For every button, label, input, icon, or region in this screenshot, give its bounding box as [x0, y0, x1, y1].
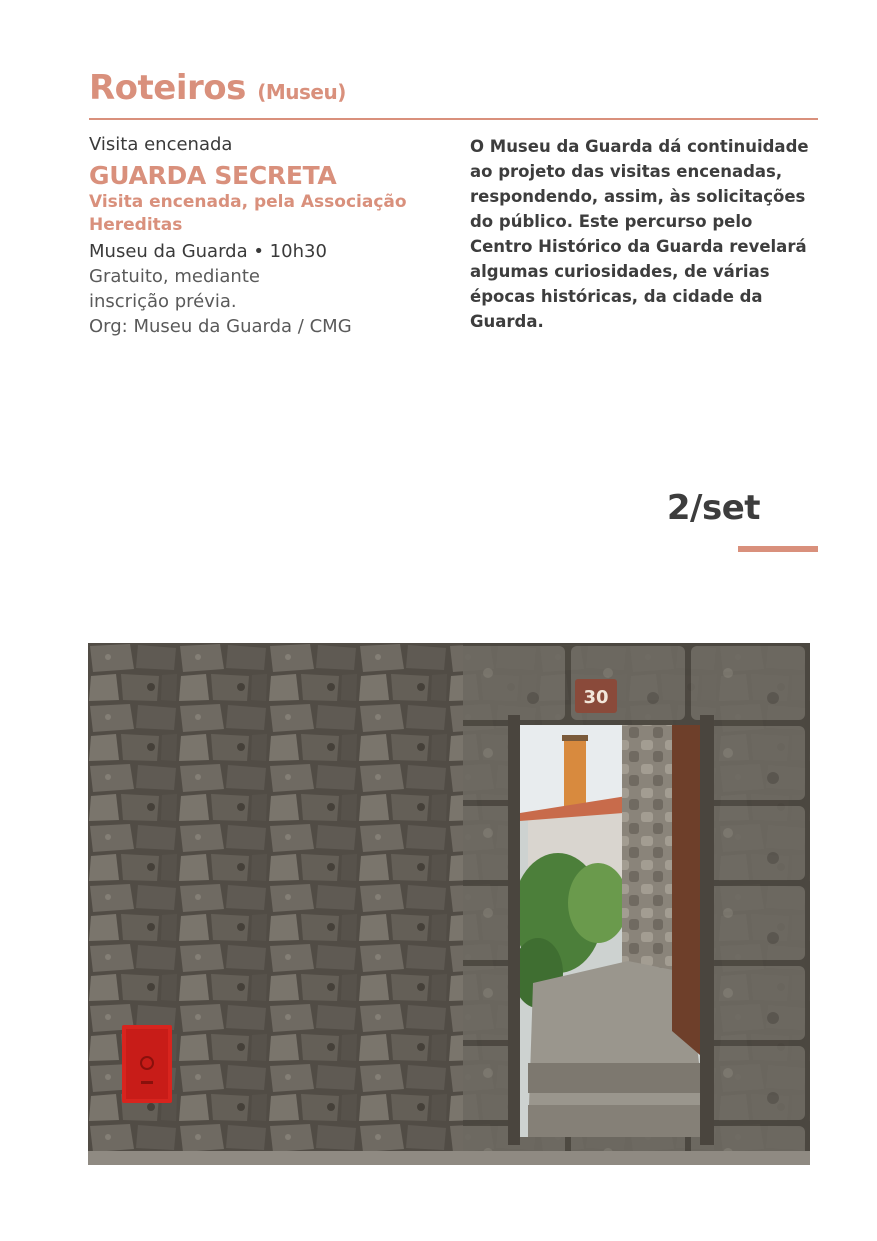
title-subtitle: (Museu)	[257, 80, 346, 104]
event-place-time: Museu da Guarda • 10h30	[89, 241, 327, 262]
door-number-plate: 30	[583, 687, 609, 708]
event-organizer: Org: Museu da Guarda / CMG	[89, 316, 352, 337]
event-name: GUARDA SECRETA	[89, 161, 337, 190]
event-price-note: inscrição prévia.	[89, 291, 237, 312]
title-main: Roteiros	[89, 68, 246, 108]
event-subtitle: Visita encenada, pela Associação Hereditas	[89, 192, 407, 235]
page-title	[89, 68, 346, 112]
photo-stone-doorway	[88, 643, 810, 1165]
event-date: 2/set	[666, 488, 760, 528]
date-underline	[738, 546, 818, 552]
event-category: Visita encenada	[89, 134, 233, 155]
event-description: O Museu da Guarda dá continuidade ao projeto das visitas encenadas, respondendo, assim, às solicitações do público. Este percurso pelo Centro Histórico da Guarda revelará algumas curiosidades, de várias épocas históricas, da cidade da Guarda.	[470, 137, 809, 331]
event-price: Gratuito, mediante	[89, 266, 260, 287]
event-details	[89, 133, 449, 339]
header-divider	[89, 118, 818, 120]
